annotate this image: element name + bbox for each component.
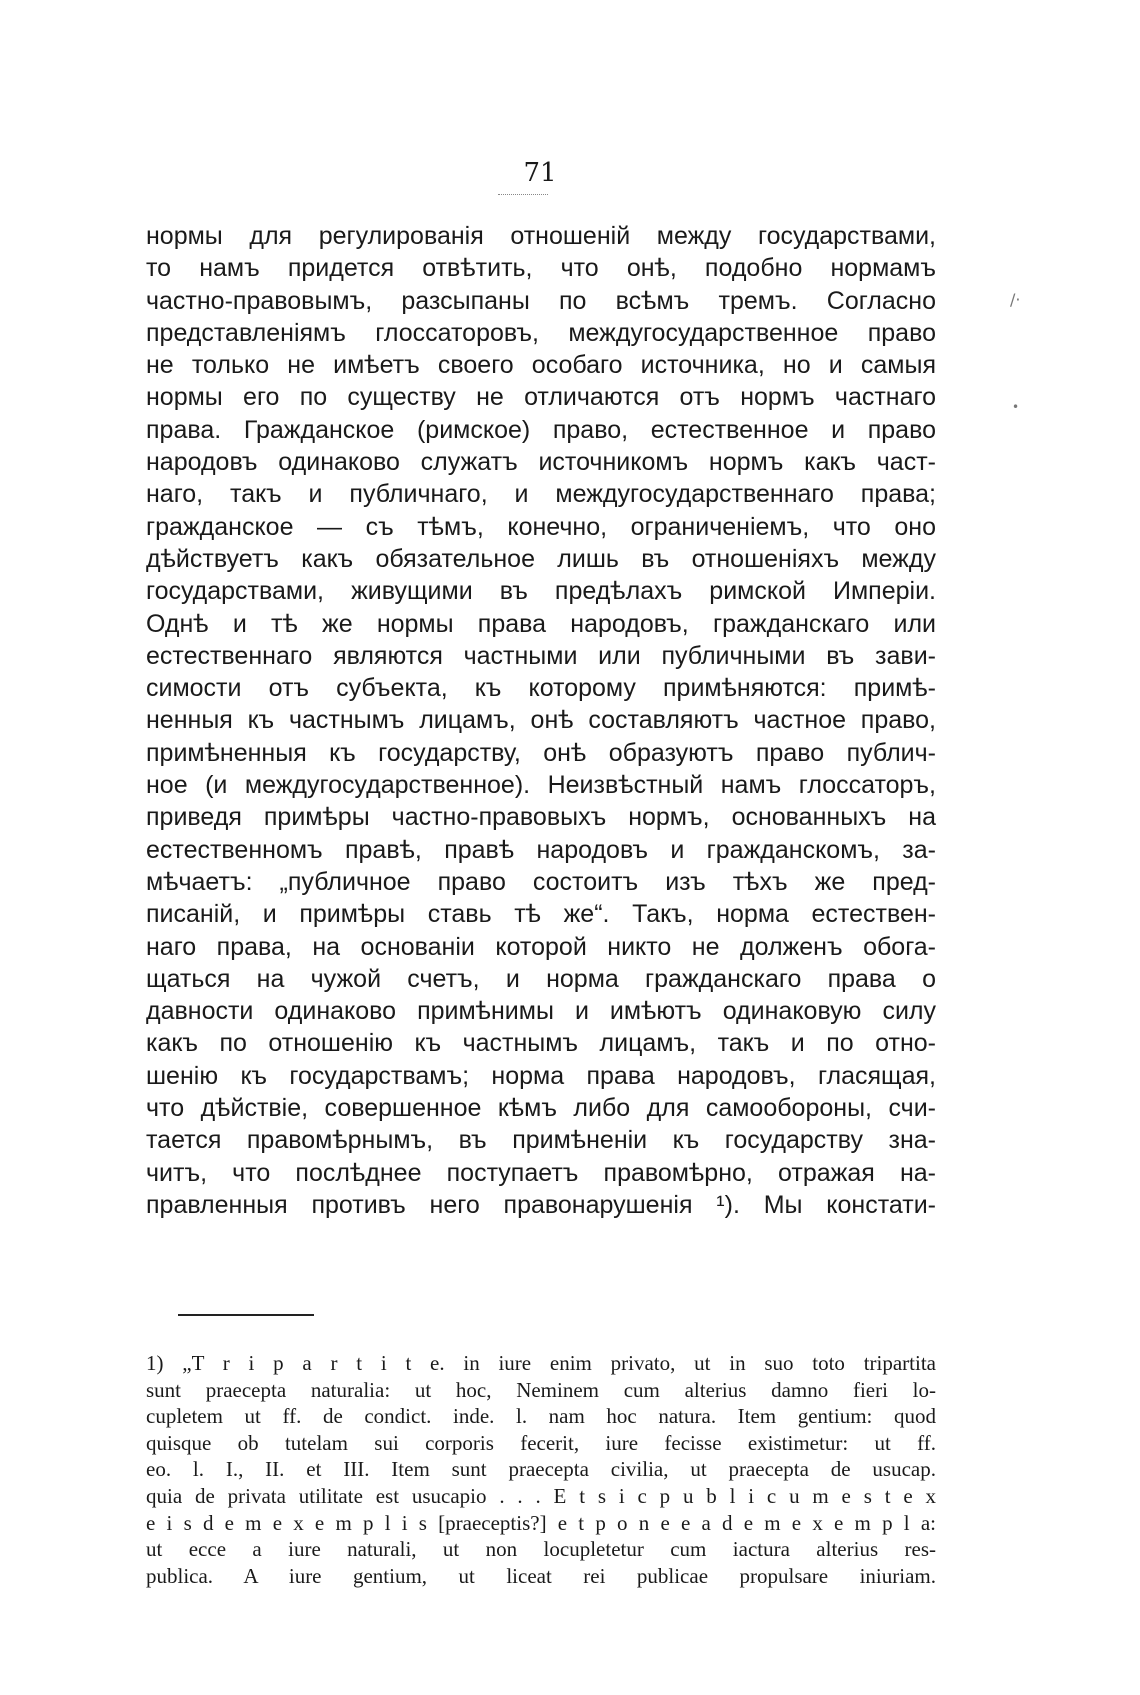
text-line: приведя примѣры частно-правовыхъ нормъ, основанныхъ на [146,803,936,832]
main-text-body [146,220,936,1221]
footnote-line: publica. A iure gentium, ut liceat rei publicae propulsare iniuriam. [146,1563,936,1588]
text-line: Однѣ и тѣ же нормы права народовъ, гражданскаго или [146,609,936,638]
text-line: читъ, что послѣднее поступаетъ правомѣрно, отражая на- [146,1158,936,1187]
text-line: писаній, и примѣры ставь тѣ же“. Такъ, норма естествен- [146,900,936,929]
text-line: то намъ придется отвѣтить, что онѣ, подобно нормамъ [146,254,936,283]
text-line: нормы для регулированія отношеній между государствами, [146,222,936,250]
page-number-underline [498,194,548,195]
footnote-line: quisque ob tutelam sui corporis fecerit, iure fecisse existimetur: ut ff. [146,1430,936,1455]
footnote-separator [178,1314,314,1316]
text-line: примѣненныя къ государству, онѣ образуютъ право публич- [146,738,936,767]
footnote-line: sunt praecepta naturalia: ut hoc, Neminem cum alterius damno fieri lo- [146,1377,936,1402]
text-line: естественномъ правѣ, правѣ народовъ и гражданскомъ, за- [146,835,936,864]
text-line: дѣйствуетъ какъ обязательное лишь въ отношеніяхъ между [146,544,936,573]
text-line: частно-правовымъ, разсыпаны по всѣмъ тремъ. Согласно [146,286,936,315]
text-line: государствами, живущими въ предѣлахъ римской Имперіи. [146,577,936,606]
page-number: 71 [523,158,557,188]
text-line: правленныя противъ него правонарушенія ¹). Мы констати- [146,1190,936,1219]
footnote-body [146,1350,936,1589]
text-line: гражданское — съ тѣмъ, конечно, ограниченіемъ, что оно [146,512,936,541]
text-line: симости отъ субъекта, къ которому примѣняются: примѣ- [146,674,936,703]
text-line: не только не имѣетъ своего особаго источника, но и самыя [146,351,936,380]
text-line: ное (и междугосударственное). Неизвѣстный намъ глоссаторъ, [146,771,936,800]
margin-mark-dot: • [1012,400,1020,414]
text-line: права. Гражданское (римское) право, естественное и право [146,415,936,444]
text-line: шенію къ государствамъ; норма права народовъ, гласящая, [146,1061,936,1090]
text-line: какъ по отношенію къ частнымъ лицамъ, такъ и по отно- [146,1029,936,1058]
text-line: ненныя къ частнымъ лицамъ, онѣ составляютъ частное право, [146,706,936,735]
footnote-line: 1) „T r i p a r t i t e. in iure enim privato, ut in suo toto tripartita [146,1351,936,1375]
margin-mark-slash: /· [1010,290,1021,309]
text-line: мѣчаетъ: „публичное право состоитъ изъ тѣхъ же пред- [146,867,936,896]
footnote-line: ut ecce a iure naturali, ut non locupletetur cum iactura alterius res- [146,1537,936,1562]
text-line: естественнаго являются частными или публичными въ зави- [146,641,936,670]
text-line: нормы его по существу не отличаются отъ нормъ частнаго [146,383,936,412]
text-line: щаться на чужой счетъ, и норма гражданскаго права о [146,964,936,993]
text-line: народовъ одинаково служатъ источникомъ нормъ какъ част- [146,448,936,477]
text-line: тается правомѣрнымъ, въ примѣненіи къ государству зна- [146,1126,936,1155]
text-line: что дѣйствіе, совершенное кѣмъ либо для самообороны, счи- [146,1094,936,1123]
footnote-line: quia de privata utilitate est usucapio . . . E t s i c p u b l i c u m e s t e x [146,1483,936,1508]
footnote-line: e i s d e m e x e m p l i s [praeceptis?] e t p o n e e a d e m e x e m p l a: [146,1510,936,1535]
text-line: представленіямъ глоссаторовъ, междугосударственное право [146,318,936,347]
text-line: наго, такъ и публичнаго, и междугосударственнаго права; [146,480,936,509]
text-line: давности одинаково примѣнимы и имѣютъ одинаковую силу [146,997,936,1026]
text-line: наго права, на основаніи которой никто не долженъ обога- [146,932,936,961]
footnote-line: cupletem ut ff. de condict. inde. l. nam hoc natura. Item gentium: quod [146,1404,936,1429]
footnote-line: eo. l. I., II. et III. Item sunt praecepta civilia, ut praecepta de usucap. [146,1457,936,1482]
